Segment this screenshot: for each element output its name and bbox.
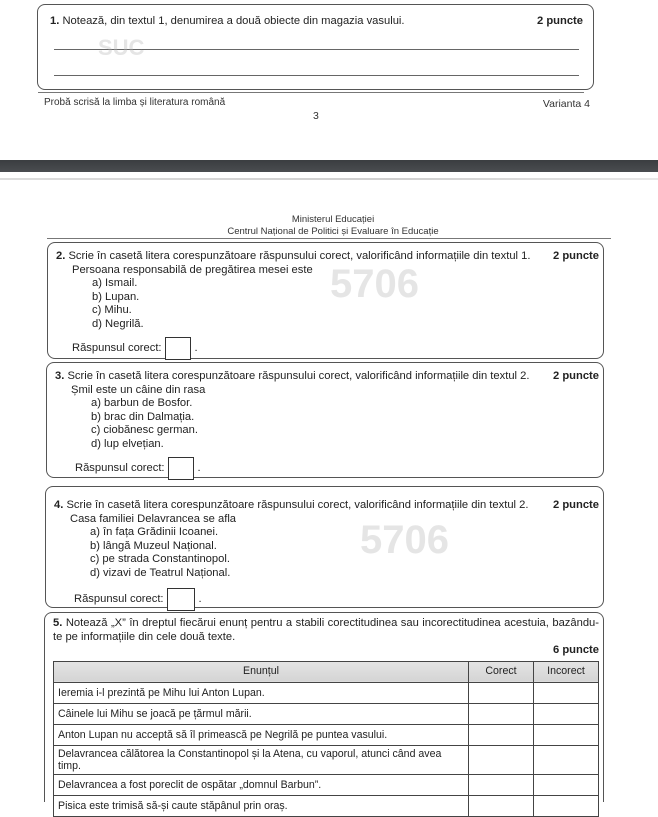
question-number: 3.: [55, 370, 65, 382]
question-3-header: [55, 370, 599, 384]
column-header-incorrect: Incorect: [534, 661, 599, 682]
answer-line-2[interactable]: [54, 75, 579, 76]
statement-cell: Pisica este trimisă să-și caute stăpânul prin oraș.: [54, 795, 469, 816]
statement-cell: Delavrancea a fost poreclit de ospătar „domnul Barbun”.: [54, 774, 469, 795]
question-3-prompt: [55, 370, 529, 384]
incorrect-cell[interactable]: [534, 724, 599, 745]
answer-label: Răspunsul corect:: [74, 592, 164, 605]
option-d: d) lup elvețian.: [91, 437, 164, 450]
points-label: 2 puncte: [552, 370, 599, 382]
answer-box[interactable]: [165, 337, 191, 360]
column-header-statement: Enunțul: [54, 661, 469, 682]
question-text: Scrie în casetă litera corespunzătoare răspunsului corect, valorificând informațiile din textul 1.: [68, 250, 531, 262]
table-header-row: [54, 661, 599, 682]
option-c: c) ciobănesc german.: [91, 424, 198, 436]
option-c: c) pe strada Constantinopol.: [90, 553, 230, 565]
page-3: [0, 0, 658, 160]
question-text: Notează, din textul 1, denumirea a două obiecte din magazia vasului.: [62, 15, 405, 27]
answer-box[interactable]: [168, 457, 194, 480]
points-label: 6 puncte: [552, 644, 599, 656]
header-ministry: Ministerul Educației: [291, 214, 375, 225]
question-stem: Persoana responsabilă de pregătirea mesei este: [72, 263, 313, 276]
incorrect-cell[interactable]: [534, 745, 599, 774]
correct-cell[interactable]: [469, 703, 534, 724]
statements-table: [53, 661, 599, 817]
option-b: b) lângă Muzeul Național.: [90, 539, 217, 552]
question-4-prompt: [54, 499, 528, 513]
page-number: 3: [313, 110, 319, 122]
question-4-box: [45, 486, 604, 608]
option-b: b) Lupan.: [92, 290, 140, 303]
incorrect-cell[interactable]: [534, 795, 599, 816]
question-number: 1.: [50, 15, 60, 27]
correct-cell[interactable]: [469, 724, 534, 745]
answer-row: [75, 457, 599, 480]
period: .: [197, 461, 201, 474]
question-3-box: [46, 362, 604, 478]
footer-variant: Varianta 4: [542, 98, 590, 110]
option-b: b) brac din Dalmația.: [91, 410, 195, 423]
statement-cell: Anton Lupan nu acceptă să îl primească pe Negrilă pe puntea vasului.: [54, 724, 469, 745]
statement-cell: Câinele lui Mihu se joacă pe țărmul mării.: [54, 703, 469, 724]
question-stem: Șmil este un câine din rasa: [71, 383, 206, 396]
question-5-prompt: [53, 617, 599, 644]
question-number: 5.: [53, 617, 63, 629]
footer-subject: Probă scrisă la limba și literatura română: [44, 97, 226, 108]
period: .: [194, 341, 198, 354]
answer-row: [72, 337, 599, 360]
header-center: Centrul Național de Politici și Evaluare în Educație: [227, 226, 439, 237]
correct-cell[interactable]: [469, 745, 534, 774]
question-number: 2.: [56, 250, 66, 262]
answer-row: [74, 588, 599, 611]
correct-cell[interactable]: [469, 682, 534, 703]
question-text: Notează „X” în dreptul fiecărui enunț pentru a stabili corectitudinea sau incorectitudinea acestuia, bazându-te pe informațiile din cele două texte.: [53, 617, 599, 643]
option-a: a) barbun de Bosfor.: [91, 397, 193, 409]
question-text: Scrie în casetă litera corespunzătoare răspunsului corect, valorificând informațiile din textul 2.: [66, 499, 529, 511]
header-rule: [47, 238, 611, 239]
incorrect-cell[interactable]: [534, 774, 599, 795]
correct-cell[interactable]: [469, 795, 534, 816]
incorrect-cell[interactable]: [534, 703, 599, 724]
statement-cell: Ieremia i-l prezintă pe Mihu lui Anton Lupan.: [54, 682, 469, 703]
table-row: [54, 774, 599, 795]
table-row: [54, 745, 599, 774]
answer-line-1[interactable]: [54, 49, 579, 50]
page-separator: [0, 160, 658, 172]
page-4: [0, 180, 658, 812]
watermark: 5706: [360, 518, 449, 562]
question-4-header: [54, 499, 599, 513]
period: .: [198, 592, 202, 605]
question-2-box: [47, 242, 604, 359]
question-5-box: [44, 612, 604, 812]
answer-box[interactable]: [167, 588, 195, 611]
statement-cell: Delavrancea călătorea la Constantinopol și la Atena, cu vaporul, atunci când avea timp.: [54, 745, 469, 774]
question-1-header: [50, 15, 583, 29]
option-c: c) Mihu.: [92, 304, 132, 316]
question-stem: Casa familiei Delavrancea se afla: [70, 512, 237, 525]
question-2-header: [56, 250, 599, 264]
question-1-box: [37, 4, 594, 90]
column-header-correct: Corect: [469, 661, 534, 682]
points-label: 2 puncte: [536, 15, 583, 27]
question-number: 4.: [54, 499, 64, 511]
question-2-prompt: [56, 250, 530, 264]
question-text: Scrie în casetă litera corespunzătoare răspunsului corect, valorificând informațiile din textul 2.: [67, 370, 530, 382]
option-d: d) Negrilă.: [92, 317, 144, 330]
option-a: a) Ismail.: [92, 277, 138, 289]
watermark: 5706: [330, 262, 419, 306]
option-d: d) vizavi de Teatrul Național.: [90, 566, 231, 579]
incorrect-cell[interactable]: [534, 682, 599, 703]
answer-label: Răspunsul corect:: [75, 461, 165, 474]
option-a: a) în fața Grădinii Icoanei.: [90, 526, 219, 538]
table-row: [54, 703, 599, 724]
question-5-points-row: [53, 644, 599, 658]
correct-cell[interactable]: [469, 774, 534, 795]
points-label: 2 puncte: [552, 250, 599, 262]
table-row: [54, 795, 599, 816]
answer-label: Răspunsul corect:: [72, 341, 162, 354]
footer-rule: [38, 92, 584, 93]
points-label: 2 puncte: [552, 499, 599, 511]
table-row: [54, 724, 599, 745]
question-1-prompt: [50, 15, 405, 29]
watermark: SUC: [98, 35, 145, 60]
table-row: [54, 682, 599, 703]
